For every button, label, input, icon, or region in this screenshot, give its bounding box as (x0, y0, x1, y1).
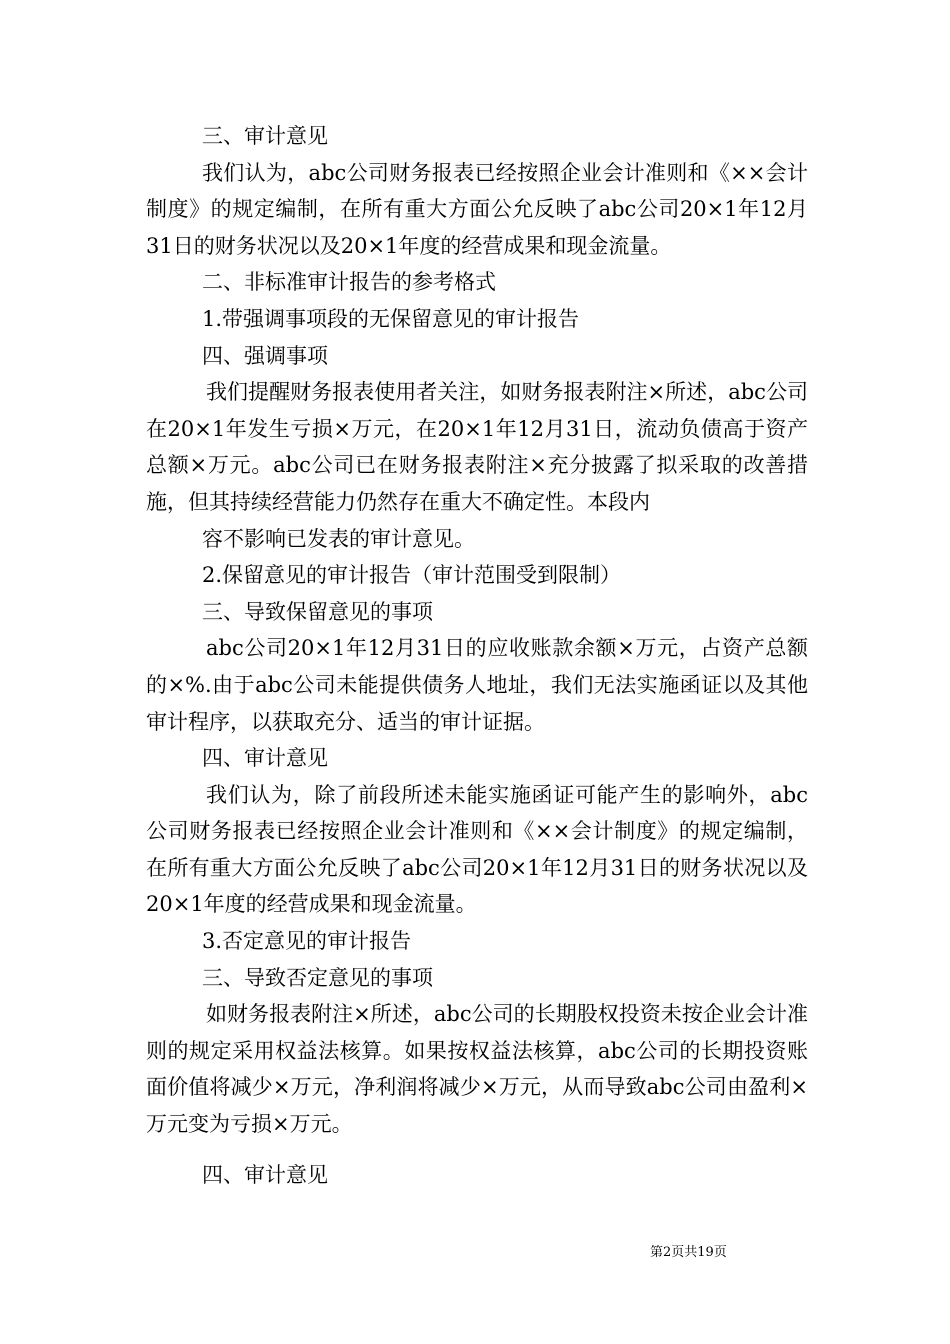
heading-emphasis-report: 1.带强调事项段的无保留意见的审计报告 (202, 306, 580, 331)
paragraph-adverse-matter: 如财务报表附注×所述，abc公司的长期股权投资未按企业会计准则的规定采用权益法核算。如果按权益法核算，abc公司的长期投资账面价值将减少×万元，净利润将减少×万元，从而导致abc公司由盈利×万元变为亏损×万元。 (146, 1002, 808, 1137)
heading-adverse-matter: 三、导致否定意见的事项 (202, 965, 433, 990)
body-text (146, 118, 808, 1193)
paragraph-qualified-matter: abc公司20×1年12月31日的应收账款余额×万元，占资产总额的×%.由于abc公司未能提供债务人地址，我们无法实施函证以及其他审计程序，以获取充分、适当的审计证据。 (146, 636, 808, 734)
paragraph-opinion: 我们认为，abc公司财务报表已经按照企业会计准则和《××会计制度》的规定编制，在所有重大方面公允反映了abc公司20×1年12月31日的财务状况以及20×1年度的经营成果和现金流量。 (146, 160, 808, 258)
heading-audit-opinion: 三、审计意见 (202, 124, 328, 148)
heading-nonstandard-format: 二、非标准审计报告的参考格式 (202, 270, 496, 295)
heading-qualified-matter: 三、导致保留意见的事项 (202, 599, 433, 624)
paragraph-emphasis-continued: 容不影响已发表的审计意见。 (202, 526, 475, 551)
heading-qualified-opinion: 四、审计意见 (202, 746, 328, 771)
paragraph-emphasis: 我们提醒财务报表使用者关注，如财务报表附注×所述，abc公司在20×1年发生亏损×万元，在20×1年12月31日，流动负债高于资产总额×万元。abc公司已在财务报表附注×充分披露了拟采取的改善措施，但其持续经营能力仍然存在重大不确定性。本段内 (146, 380, 808, 514)
heading-adverse-report: 3.否定意见的审计报告 (202, 929, 412, 954)
heading-adverse-opinion: 四、审计意见 (202, 1162, 328, 1187)
paragraph-qualified-opinion: 我们认为，除了前段所述未能实施函证可能产生的影响外，abc公司财务报表已经按照企业会计准则和《××会计制度》的规定编制，在所有重大方面公允反映了abc公司20×1年12月31日的财务状况以及20×1年度的经营成果和现金流量。 (146, 782, 808, 917)
heading-qualified-report: 2.保留意见的审计报告（审计范围受到限制） (202, 563, 622, 588)
heading-emphasis-matter: 四、强调事项 (202, 343, 328, 368)
page-number-footer: 第2页共19页 (650, 1245, 727, 1260)
